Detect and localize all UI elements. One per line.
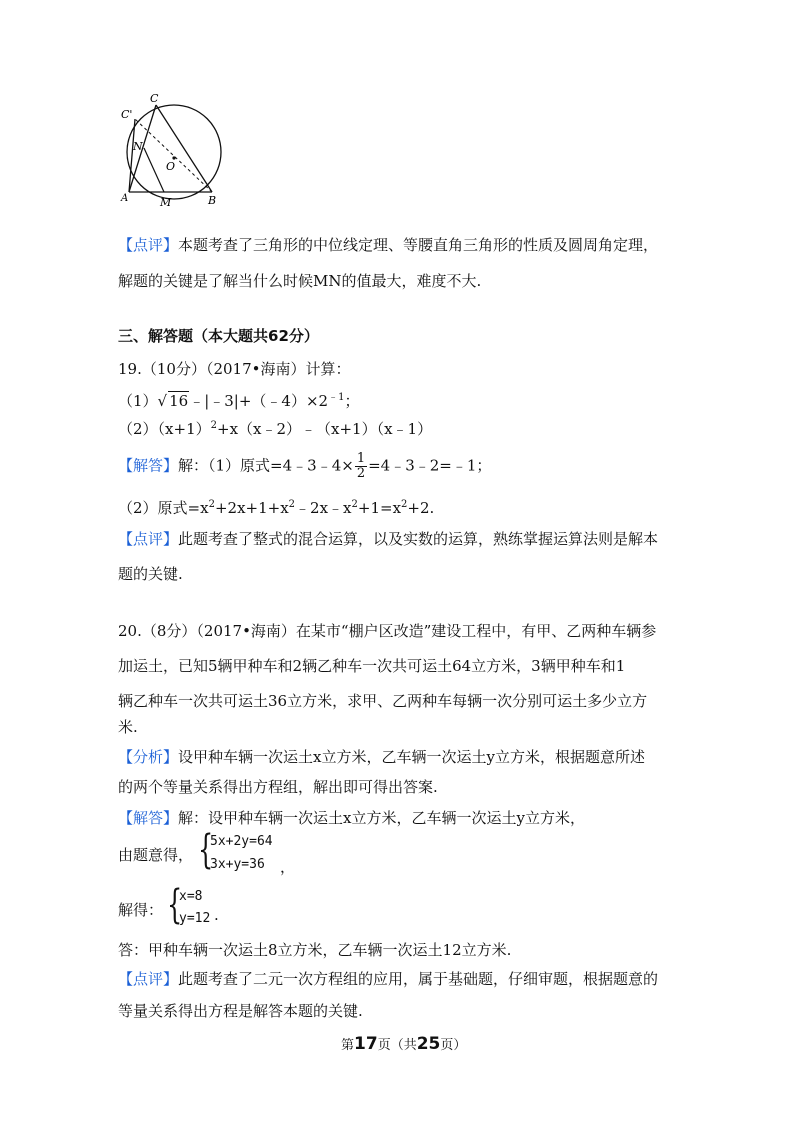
- label-o: O: [166, 160, 176, 173]
- q19-part2-b: +x（x﹣2）﹣（x+1）（x﹣1）: [217, 420, 433, 438]
- exp: 2: [401, 499, 408, 510]
- label-c: C: [150, 92, 159, 105]
- q20-line4: 米.: [118, 718, 138, 736]
- review-tag: 【点评】: [118, 530, 179, 548]
- solution-tag: 【解答】: [118, 809, 179, 827]
- equation-2: 3x+y=36: [210, 857, 265, 872]
- segment-bc-prime-dashed: [135, 119, 212, 192]
- review-18-line2: 解题的关键是了解当什么时候MN的值最大，难度不大.: [118, 272, 482, 290]
- q19-part2-a: （2）（x+1）: [118, 420, 211, 438]
- q19-header: 19.（10分）（2017•海南）计算：: [118, 360, 351, 378]
- review-text: 本题考查了三角形的中位线定理、等腰直角三角形的性质及圆周角定理，: [178, 236, 659, 254]
- q20-setup-prefix: 由题意得，: [118, 846, 194, 864]
- review-tag: 【点评】: [118, 236, 179, 254]
- result-y: y=12: [179, 911, 211, 926]
- result-x: x=8: [179, 889, 203, 904]
- label-m: M: [160, 196, 172, 209]
- page-total: 25: [416, 1034, 441, 1054]
- label-b: B: [208, 194, 217, 207]
- review-tag: 【点评】: [118, 970, 179, 988]
- q20-analysis-line2: 的两个等量关系得出方程组，解出即可得出答案.: [118, 778, 438, 796]
- q19-solution1-a: 解：（1）原式=4﹣3﹣4×: [178, 456, 354, 475]
- section-heading: 三、解答题（本大题共62分）: [118, 327, 319, 345]
- q20-result-suffix: .: [214, 906, 219, 924]
- exp: 2: [208, 499, 215, 510]
- q20-review-line1: [118, 968, 658, 989]
- q19-sol2-f: +2.: [407, 499, 435, 517]
- q20-line2: 加运土，已知5辆甲种车和2辆乙种车一次共可运土64立方米，3辆甲种车和1: [118, 657, 626, 675]
- q19-part1-exp: ﹣1: [328, 392, 345, 403]
- footer-suffix: 页）: [440, 1038, 467, 1053]
- fraction-denominator: 2: [356, 466, 366, 481]
- q20-line3: 辆乙种车一次共可运土36立方米，求甲、乙两种车每辆一次分别可运土多少立方: [118, 692, 648, 710]
- sqrt-radicand: 16: [169, 392, 189, 410]
- footer-middle: 页（共: [377, 1038, 417, 1053]
- sqrt-expression: √ 16: [157, 392, 189, 410]
- solution-tag: 【解答】: [118, 456, 179, 475]
- segment-bc: [156, 105, 212, 192]
- q19-sol2-b: +2x+1+x: [214, 499, 289, 517]
- exp: 2: [351, 499, 358, 510]
- review-18-line1: [118, 234, 658, 255]
- q19-solution2: [118, 497, 434, 518]
- q20-review-line2: 等量关系得出方程是解答本题的关键.: [118, 1002, 363, 1020]
- label-c-prime: C': [121, 108, 133, 121]
- q20-result-prefix: 解得：: [118, 901, 164, 919]
- q20-solution-text: 解：设甲种车辆一次运土x立方米，乙车辆一次运土y立方米，: [178, 809, 585, 827]
- left-brace: {: [198, 827, 214, 873]
- circle-geometry-figure: [112, 92, 232, 210]
- q20-line1: 20.（8分）（2017•海南）在某市“棚户区改造”建设工程中，有甲、乙两种车辆参: [118, 622, 657, 640]
- segment-mn: [144, 148, 164, 192]
- q19-review-line2: 题的关键.: [118, 565, 183, 583]
- equation-1: 5x+2y=64: [210, 834, 273, 849]
- q19-sol2-c: ﹣2x﹣x: [295, 499, 352, 517]
- q20-analysis-text: 设甲种车辆一次运土x立方米，乙车辆一次运土y立方米，根据题意所述: [178, 748, 645, 766]
- q19-part1: [118, 388, 359, 411]
- exp: 2: [288, 499, 296, 510]
- q19-part1-prefix: （1）: [118, 392, 158, 410]
- fraction-numerator: 1: [356, 451, 366, 466]
- q19-part1-end: ；: [344, 392, 360, 410]
- page-footer: [341, 1034, 466, 1054]
- q20-answer: 答：甲种车辆一次运土8立方米，乙车辆一次运土12立方米.: [118, 941, 512, 959]
- label-n: N: [133, 140, 143, 153]
- q20-analysis-line1: [118, 746, 645, 767]
- q19-part1-suffix: ﹣|﹣3|+（﹣4）×2: [189, 392, 329, 410]
- page-number: 17: [354, 1034, 378, 1054]
- label-a: A: [121, 193, 129, 204]
- q20-solution-line1: [118, 807, 585, 828]
- fraction-one-half: [355, 452, 367, 481]
- q20-review-text: 此题考查了二元一次方程组的应用，属于基础题，仔细审题，根据题意的: [178, 970, 659, 988]
- q19-sol2-d: +1=x: [357, 499, 402, 517]
- analysis-tag: 【分析】: [118, 748, 179, 766]
- q20-setup-suffix: ，: [280, 858, 296, 876]
- left-brace: {: [167, 882, 183, 928]
- q19-review-text: 此题考查了整式的混合运算，以及实数的运算，熟练掌握运算法则是解本: [178, 530, 659, 548]
- q19-part2: [118, 418, 432, 439]
- q19-solution1: [118, 452, 491, 481]
- q19-solution1-b: =4﹣3﹣2=﹣1；: [368, 456, 492, 475]
- footer-prefix: 第: [341, 1038, 355, 1053]
- q19-review-line1: [118, 528, 658, 549]
- q19-sol2-a: （2）原式=x: [118, 499, 209, 517]
- q19-part2-exp: 2: [210, 420, 217, 431]
